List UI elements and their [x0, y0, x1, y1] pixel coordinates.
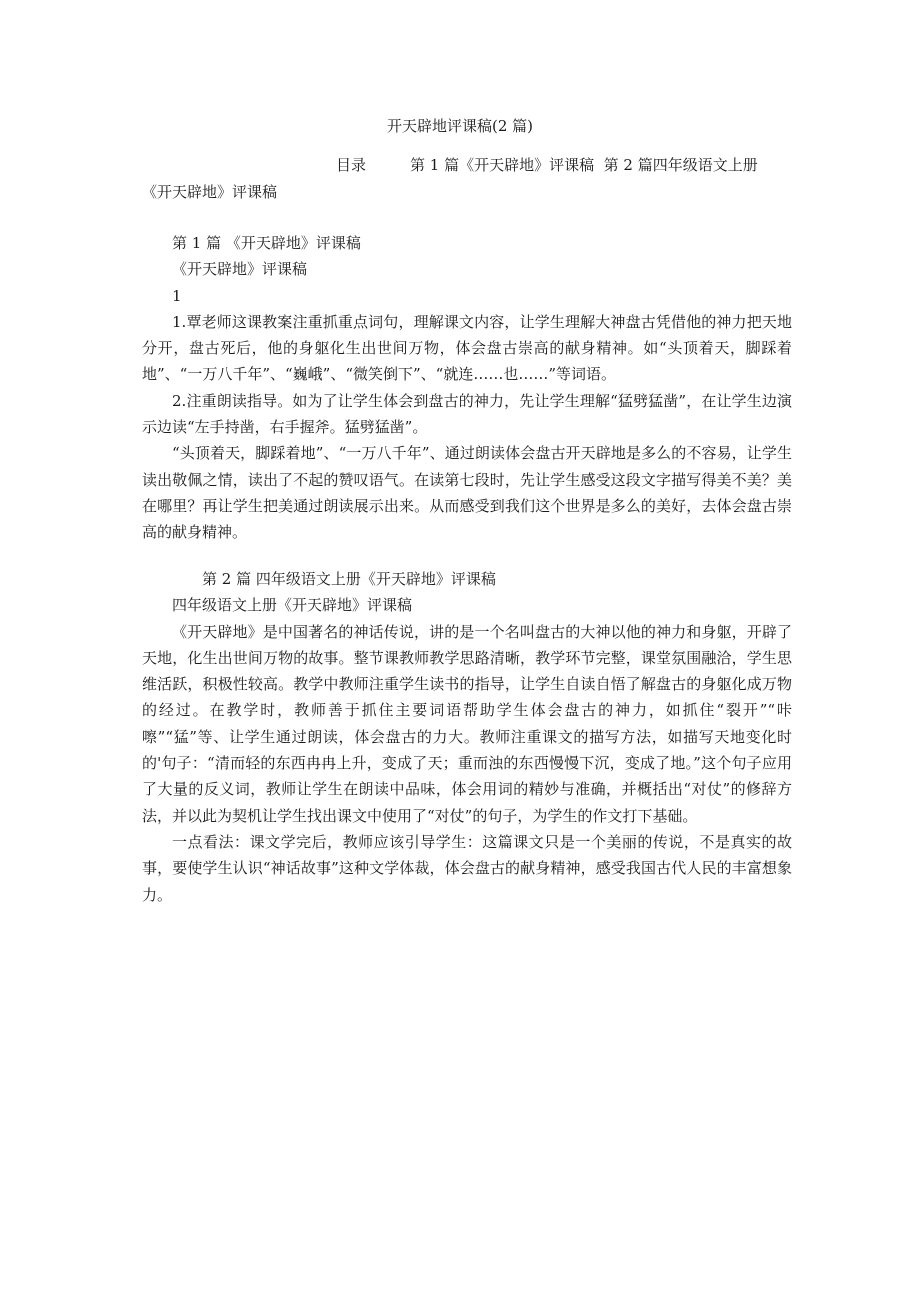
paragraph: “头顶着天，脚踩着地”、“一万八千年”、通过朗读体会盘古开天辟地是多么的不容易，让学生读出敬佩之情，读出了不起的赞叹语气。在读第七段时，先让学生感受这段文字描写得美不美？美在哪里？再让学生把美通过朗读展示出来。从而感受到我们这个世界是多么的美好，去体会盘古崇高的献身精神。 — [142, 444, 792, 542]
paragraph: 2.注重朗读指导。如为了让学生体会到盘古的神力，先让学生理解“猛劈猛凿”，在让学生边演示边读“左手持凿，右手握斧。猛劈猛凿”。 — [142, 391, 792, 437]
article-1 — [142, 230, 792, 546]
article-1-subtitle: 《开天辟地》评课稿 — [172, 260, 308, 279]
toc-label: 目录 — [336, 156, 367, 174]
article-2 — [142, 566, 792, 908]
paragraph: 一点看法：课文学完后，教师应该引导学生：这篇课文只是一个美丽的传说，不是真实的故事，要使学生认识“神话故事”这种文学体裁，体会盘古的献身精神，感受我国古代人民的丰富想象力。 — [142, 832, 792, 904]
toc-item-2-continued[interactable]: 《开天辟地》评课稿 — [142, 183, 278, 201]
article-2-subtitle: 四年级语文上册《开天辟地》评课稿 — [172, 596, 413, 615]
article-1-heading: 第 1 篇 《开天辟地》评课稿 — [172, 234, 361, 252]
document-title: 开天辟地评课稿(2 篇) — [386, 117, 534, 135]
toc-item-1[interactable]: 第 1 篇《开天辟地》评课稿 — [410, 156, 595, 174]
article-2-heading: 第 2 篇 四年级语文上册《开天辟地》评课稿 — [202, 570, 496, 588]
paragraph: 《开天辟地》是中国著名的神话传说，讲的是一个名叫盘古的大神以他的神力和身躯，开辟了天地，化生出世间万物的故事。整节课教师教学思路清晰，教学环节完整，课堂氛围融洽，学生思维活跃，积极性较高。教学中教师注重学生读书的指导，让学生自读自悟了解盘古的身躯化成万物的经过。在教学时，教师善于抓住主要词语帮助学生体会盘古的神力，如抓住“裂开”“咔嚓”“猛”等、让学生通过朗读，体会盘古的力大。教师注重课文的描写方法，如描写天地变化时的'句子：“清而轻的东西冉冉上升，变成了天；重而浊的东西慢慢下沉，变成了地。”这个句子应用了大量的反义词，教师让学生在朗读中品味，体会用词的精妙与准确，并概括出“对仗”的修辞方法，并以此为契机让学生找出课文中使用了“对仗”的句子，为学生的作文打下基础。 — [142, 622, 792, 825]
table-of-contents — [142, 152, 792, 206]
toc-item-2[interactable]: 第 2 篇四年级语文上册 — [603, 156, 758, 174]
article-1-number: 1 — [172, 286, 182, 305]
paragraph: 1.覃老师这课教案注重抓重点词句，理解课文内容，让学生理解大神盘古凭借他的神力把天地分开，盘古死后，他的身躯化生出世间万物，体会盘古崇高的献身精神。如“头顶着天，脚踩着地”、“一万八千年”、“巍峨”、“微笑倒下”、“就连……也……”等词语。 — [142, 312, 792, 384]
